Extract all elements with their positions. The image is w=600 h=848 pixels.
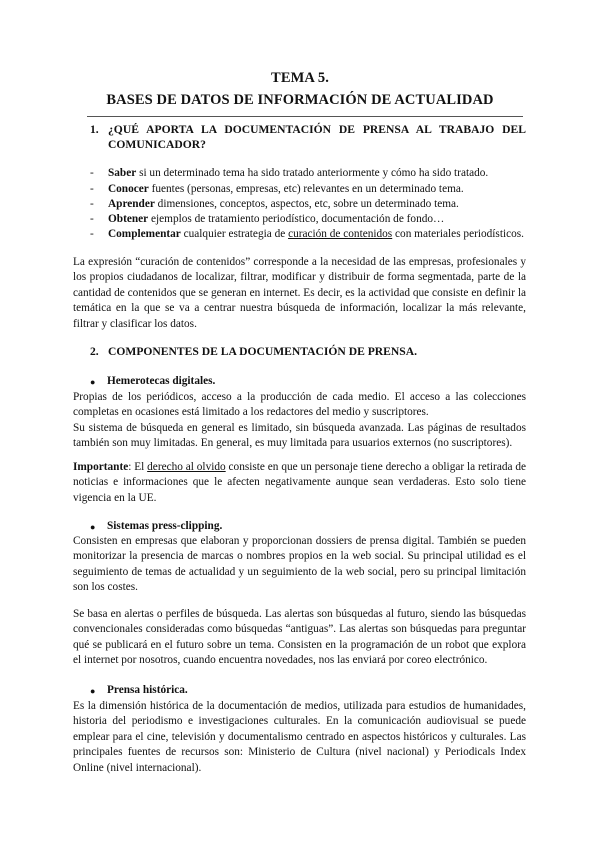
list-dash: - <box>90 183 94 195</box>
list-dash: - <box>90 228 94 240</box>
subsection-title: Sistemas press-clipping. <box>107 520 223 532</box>
list-keyword: Complementar <box>108 228 181 240</box>
derecho-olvido-link[interactable]: derecho al olvido <box>147 461 226 473</box>
section2-heading-text: COMPONENTES DE LA DOCUMENTACIÓN DE PRENSA. <box>108 345 417 358</box>
list-keyword: Aprender <box>108 198 155 210</box>
section1-number: 1. <box>90 123 99 136</box>
important-text: consiste en que un personaje tiene derecho a obligar la retirada de noticias e informaciones que le afecten negativamente aunque sean verdaderas. Esto solo tiene vigencia en la UE. <box>73 461 527 504</box>
bullet-dot: ● <box>90 377 96 387</box>
pressclipping-paragraph-1: Consisten en empresas que elaboran y proporcionan dossiers de prensa digital. También se pueden monitorizar la presencia de marcas o nombres propios en la web social. Su principal utilidad es el seguimiento de temas de actualidad y un seguimiento de la web social, pero su principal limitación son los costes. <box>73 535 526 594</box>
section1-paragraph: La expresión “curación de contenidos” corresponde a la necesidad de las empresas, profesionales y los propios ciudadanos de localizar, filtrar, modificar y distribuir de forma segmentada, parte de la cantidad de contenidos que se generan en internet. Es decir, es la actividad que consiste en definir la temática en la que se va a centrar nuestra búsqueda de información, localizar la más relevante, filtrar y clasificar los datos. <box>73 256 526 330</box>
list-keyword: Saber <box>108 167 137 179</box>
subsection-title: Prensa histórica. <box>107 684 188 696</box>
list-text: fuentes (personas, empresas, etc) relevantes en un determinado tema. <box>148 183 464 195</box>
list-dash: - <box>90 198 94 210</box>
prensahistorica-paragraph: Es la dimensión histórica de la documentación de medios, utilizada para estudios de humanidades, historia del periodismo e investigaciones culturales. En la comunicación audiovisual se puede emplear para el cine, televisión y documentalismo centrado en aspectos históricos y culturales. Las principales fuentes de recursos son: Ministerio de Cultura (nivel nacional) y Periodicals Index Online (nivel internacional). <box>73 700 526 774</box>
important-label: Importante <box>73 461 129 473</box>
section1-heading <box>90 123 526 153</box>
subsection-title: Hemerotecas digitales. <box>107 375 216 387</box>
important-paragraph <box>73 460 526 506</box>
section1-heading-line2: COMUNICADOR? <box>108 138 206 151</box>
hemerotecas-paragraph-1: Propias de los periódicos, acceso a la producción de cada medio. El acceso a las colecciones completas en ocasiones está limitado a los redactores del medio y suscriptores. <box>73 391 526 419</box>
list-dash: - <box>90 167 94 179</box>
section2-number: 2. <box>90 345 99 358</box>
list-text: cualquier estrategia de <box>180 228 289 240</box>
section1-heading-line1: ¿QUÉ APORTA LA DOCUMENTACIÓN DE PRENSA AL TRABAJO DEL <box>108 123 526 136</box>
list-keyword: Obtener <box>108 213 149 225</box>
section2-heading <box>90 345 526 361</box>
bullet-dot: ● <box>90 686 96 696</box>
list-text: dimensiones, conceptos, aspectos, etc, sobre un determinado tema. <box>154 198 459 210</box>
hemerotecas-paragraph-2: Su sistema de búsqueda en general es limitado, sin búsqueda avanzada. Las páginas de resultados también son muy limitadas. En general, es muy limitada para usuarios externos (no suscriptores). <box>73 422 526 450</box>
list-keyword: Conocer <box>108 183 149 195</box>
pressclipping-paragraph-2: Se basa en alertas o perfiles de búsqueda. Las alertas son búsquedas al futuro, siendo las búsquedas convencionales consideradas como búsquedas “antiguas”. Las alertas son búsquedas para preguntar qué se publicará en el futuro sobre un tema. Consisten en la programación de un robot que explora el internet por nosotros, cuando encuentra novedades, nos las enviará por coreo electrónico. <box>73 608 526 667</box>
title-divider <box>87 116 523 117</box>
list-dash: - <box>90 213 94 225</box>
list-text: ejemplos de tratamiento periodístico, documentación de fondo… <box>148 213 445 225</box>
doc-title-number: TEMA 5. <box>271 70 329 86</box>
list-text: con materiales periodísticos. <box>392 228 524 240</box>
bullet-dot: ● <box>90 522 96 532</box>
curacion-link[interactable]: curación de contenidos <box>288 228 393 240</box>
important-text: : El <box>128 461 148 473</box>
doc-title: BASES DE DATOS DE INFORMACIÓN DE ACTUALIDAD <box>106 92 494 108</box>
list-text: si un determinado tema ha sido tratado anteriormente y cómo ha sido tratado. <box>136 167 489 179</box>
